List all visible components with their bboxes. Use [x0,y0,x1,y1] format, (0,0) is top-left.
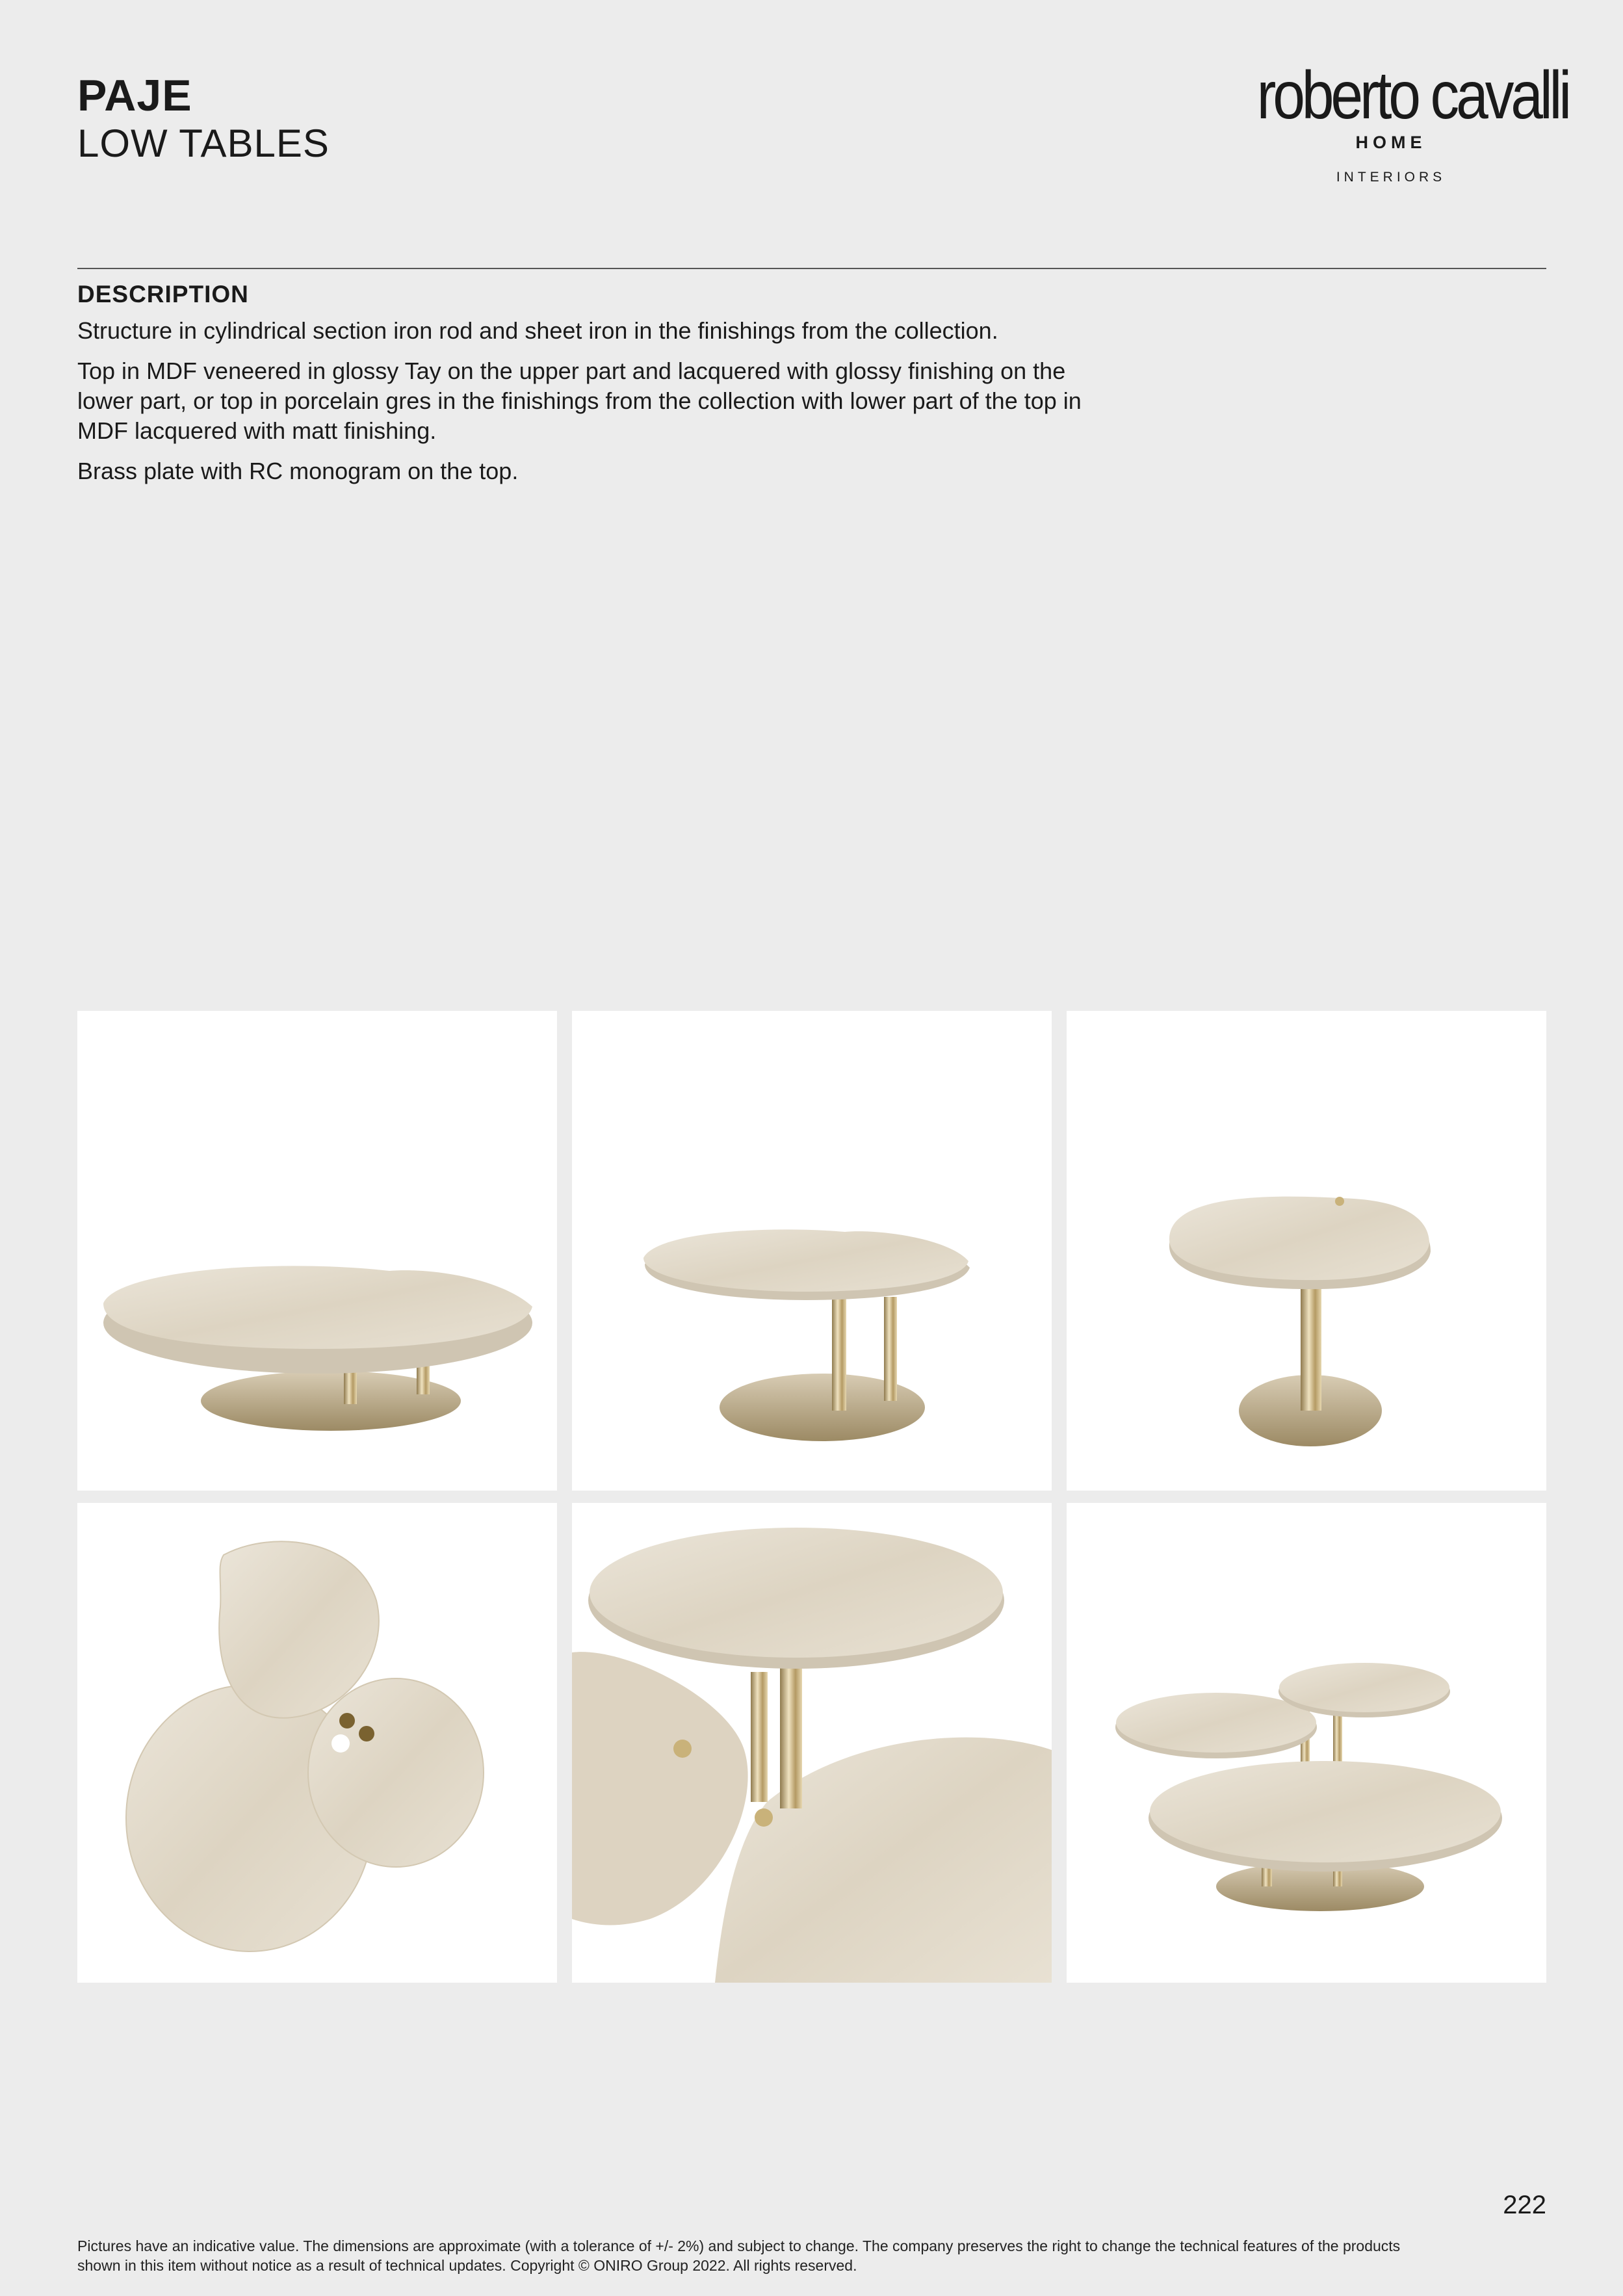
brand-name: roberto cavalli [1256,58,1568,133]
photo-small-low-table [1067,1011,1546,1491]
description-heading: DESCRIPTION [77,281,249,307]
photo-three-table-set [1067,1503,1546,1983]
footer-disclaimer: Pictures have an indicative value. The dimensions are approximate (with a tolerance of +/- 2%) and subject to change. The company preserves the right to change the technical features of the products shown in this item without notice as a result of technical updates. Copyright © ONIRO Group 2022. All rights reserved. [77,2237,1401,2274]
page-number: 222 [1503,2191,1546,2219]
product-type: LOW TABLES [77,122,330,165]
brand-logo [1235,58,1568,185]
brand-interiors: INTERIORS [1336,170,1446,185]
description-paragraph: Brass plate with RC monogram on the top. [77,458,519,484]
header-divider [77,268,1546,269]
description-paragraph: Top in MDF veneered in glossy Tay on the upper part and lacquered with glossy finishing on the lower part, or top in porcelain gres in the finishings from the collection with lower part of the top in MDF lacquered with matt finishing. [77,358,1082,444]
photo-large-low-table [77,1011,557,1491]
brand-home: HOME [1355,133,1427,152]
photo-detail-close-up [572,1503,1052,1983]
photo-top-view-cluster [77,1503,557,1983]
product-gallery [77,1011,1546,1983]
description-section [77,278,1091,497]
photo-medium-low-table [572,1011,1052,1491]
product-name: PAJE [77,71,192,120]
title-block [77,70,330,166]
description-paragraph: Structure in cylindrical section iron rod and sheet iron in the finishings from the collection. [77,317,998,344]
